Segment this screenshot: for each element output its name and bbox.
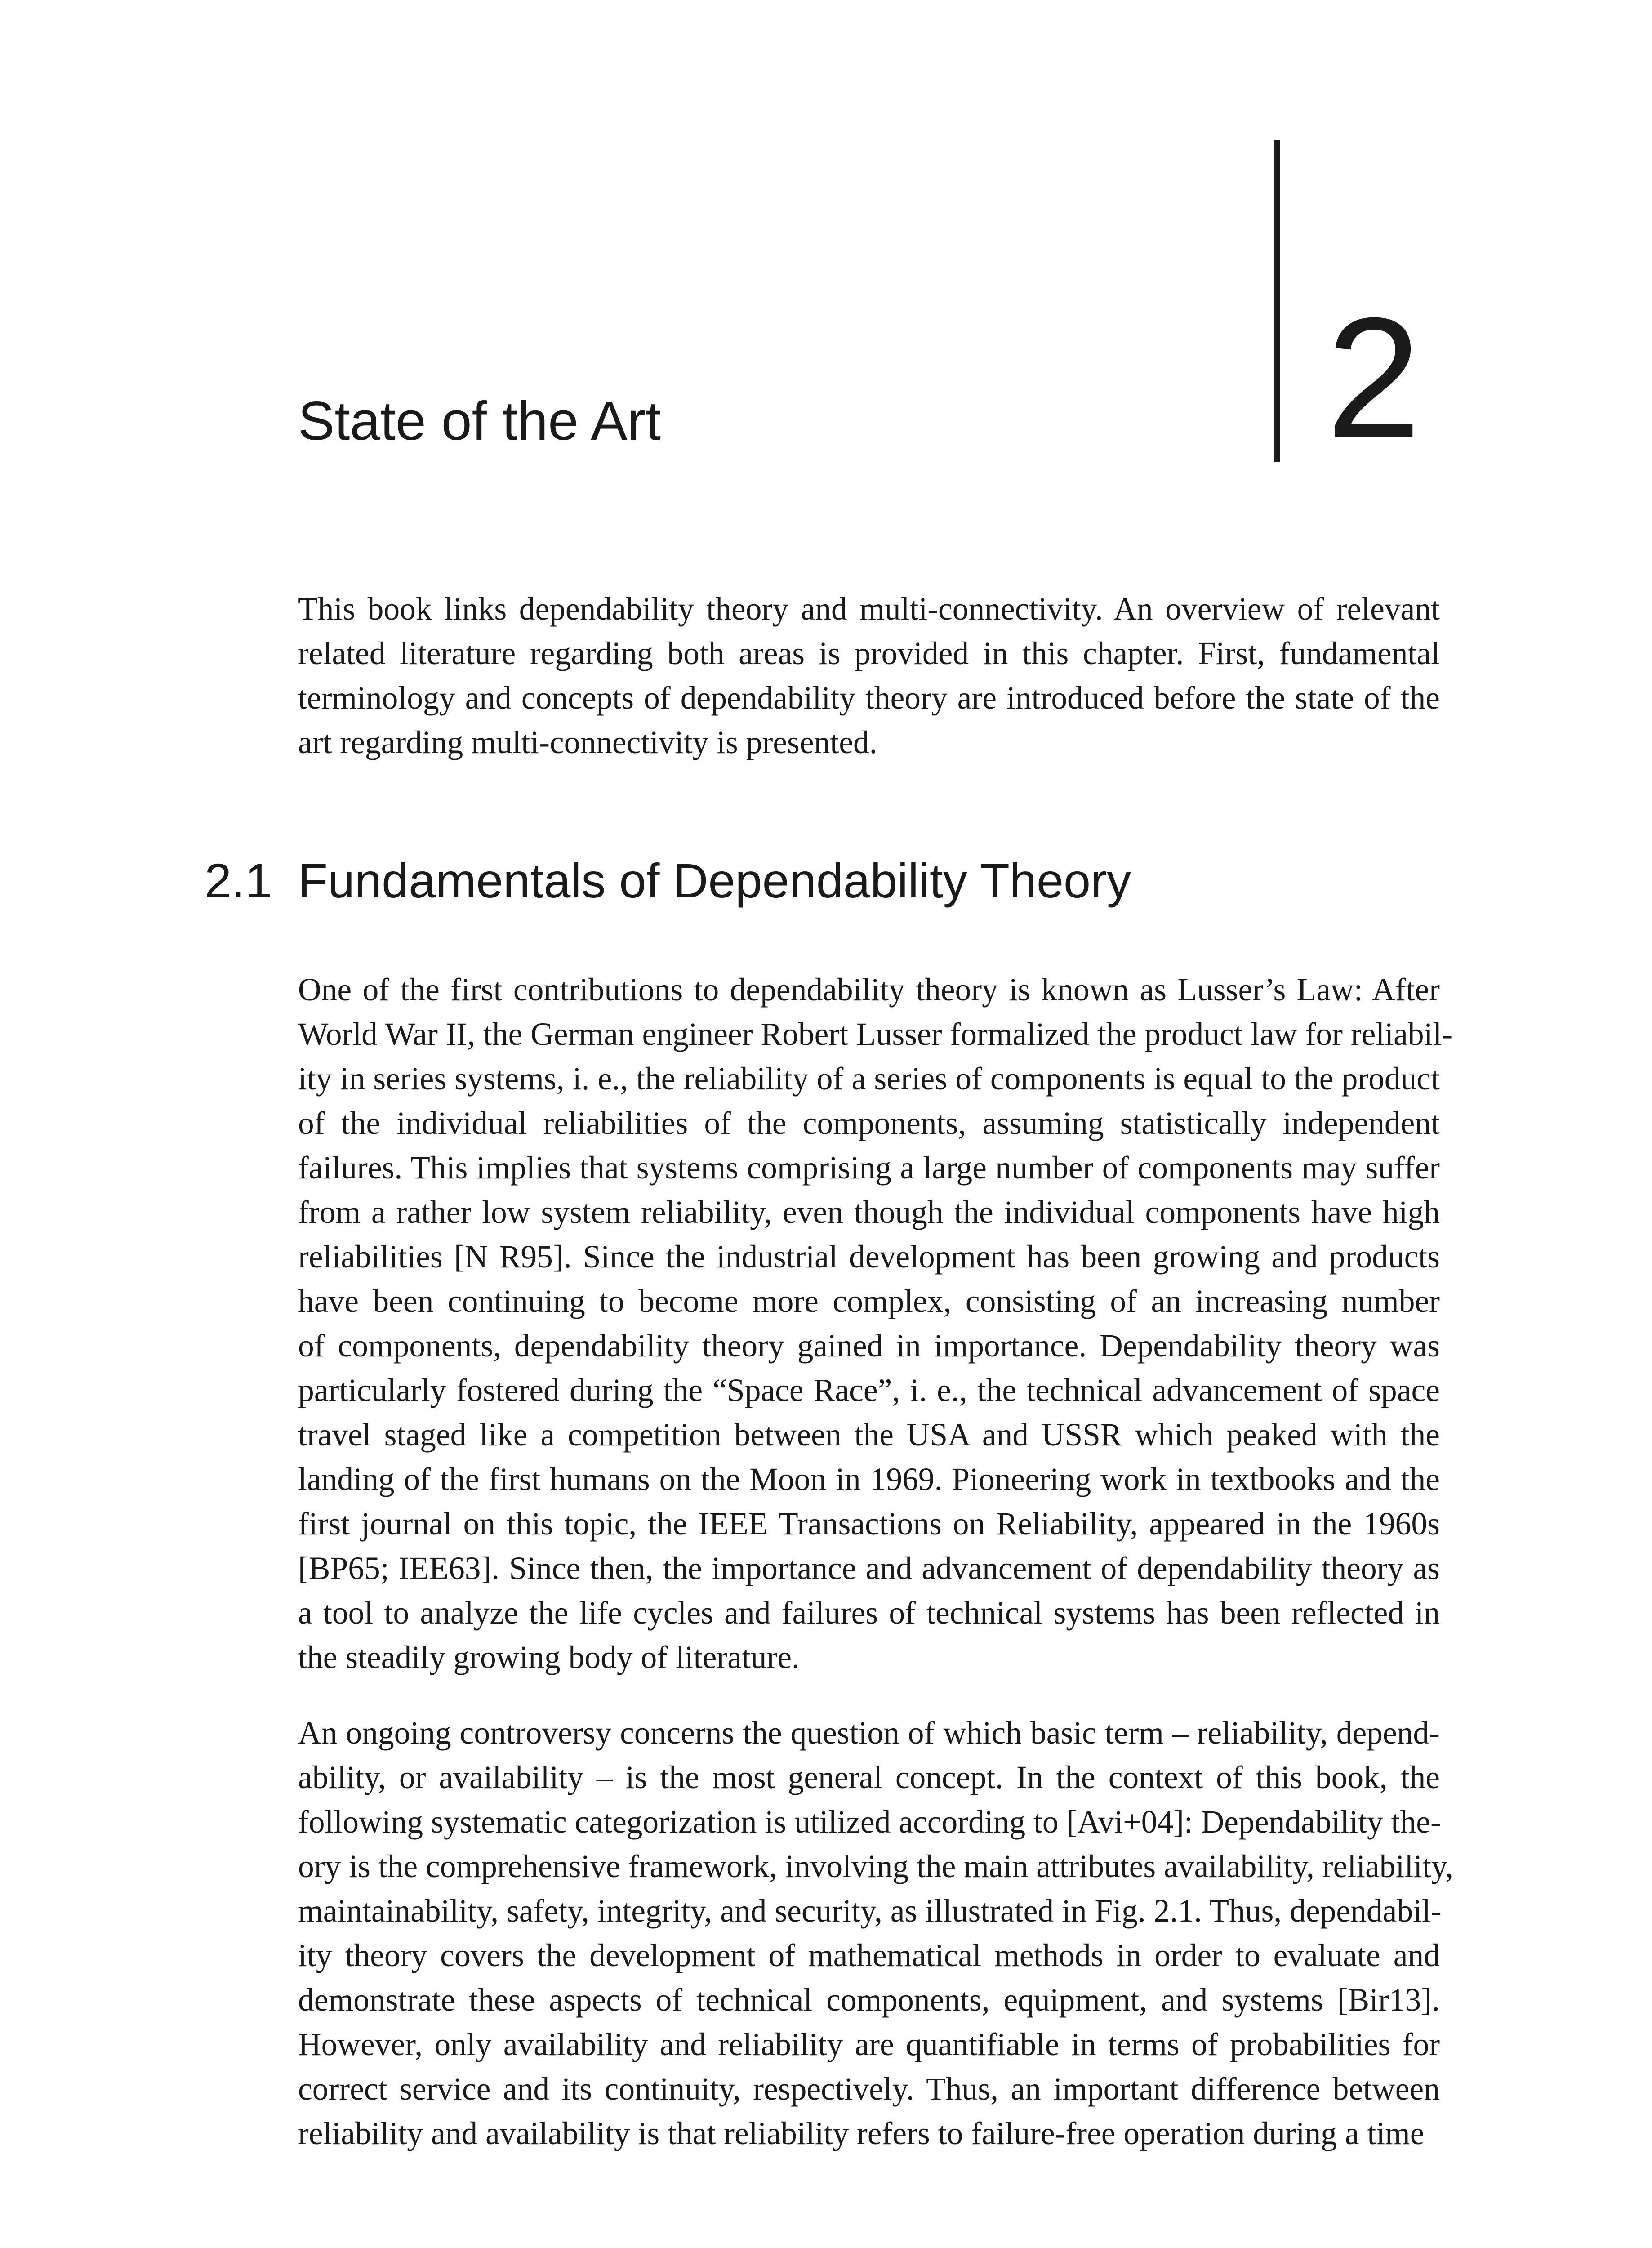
text-line: One of the first contributions to dependability theory is known as Lusser’s Law: After: [298, 972, 1440, 1008]
text-line: travel staged like a competition between the USA and USSR which peaked with the: [298, 1417, 1440, 1453]
body-paragraph-1: [298, 968, 1453, 1680]
section-number: 2.1: [205, 853, 272, 908]
text-line: failures. This implies that systems comprising a large number of components may suffer: [298, 1150, 1440, 1186]
text-line: This book links dependability theory and multi-connectivity. An overview of relevant: [298, 591, 1440, 627]
text-line: ity in series systems, i. e., the reliability of a series of components is equal to the product: [298, 1061, 1440, 1097]
text-line: particularly fostered during the “Space Race”, i. e., the technical advancement of space: [298, 1373, 1440, 1408]
text-line: ory is the comprehensive framework, involving the main attributes availability, reliability,: [298, 1849, 1453, 1884]
intro-paragraph: [298, 587, 1440, 765]
chapter-title: State of the Art: [298, 390, 661, 451]
text-line: maintainability, safety, integrity, and security, as illustrated in Fig. 2.1. Thus, dependabil-: [298, 1893, 1442, 1929]
text-line: art regarding multi-connectivity is presented.: [298, 725, 877, 760]
text-line: of components, dependability theory gained in importance. Dependability theory was: [298, 1328, 1440, 1364]
text-line: World War II, the German engineer Robert Lusser formalized the product law for reliabil-: [298, 1017, 1453, 1052]
text-line: ity theory covers the development of mathematical methods in order to evaluate and: [298, 1938, 1440, 1973]
section-heading: [205, 853, 1131, 908]
text-line: [BP65; IEE63]. Since then, the importance and advancement of dependability theory as: [298, 1551, 1440, 1586]
text-line: reliabilities [N R95]. Since the industrial development has been growing and products: [298, 1239, 1440, 1275]
text-line: have been continuing to become more complex, consisting of an increasing number: [298, 1284, 1440, 1319]
text-line: reliability and availability is that reliability refers to failure-free operation during a time: [298, 2116, 1425, 2151]
text-line: the steadily growing body of literature.: [298, 1640, 800, 1675]
text-line: related literature regarding both areas is provided in this chapter. First, fundamental: [298, 636, 1440, 671]
text-line: However, only availability and reliability are quantifiable in terms of probabilities for: [298, 2027, 1440, 2062]
text-line: correct service and its continuity, respectively. Thus, an important difference between: [298, 2071, 1440, 2107]
text-line: ability, or availability – is the most general concept. In the context of this book, the: [298, 1760, 1440, 1795]
body-paragraph-2: [298, 1711, 1453, 2156]
section-title: Fundamentals of Dependability Theory: [298, 853, 1131, 908]
text-line: of the individual reliabilities of the components, assuming statistically independent: [298, 1106, 1440, 1141]
text-line: from a rather low system reliability, even though the individual components have high: [298, 1195, 1440, 1230]
text-line: a tool to analyze the life cycles and failures of technical systems has been reflected in: [298, 1595, 1440, 1631]
chapter-rule: [1274, 140, 1280, 462]
text-line: following systematic categorization is utilized according to [Avi+04]: Dependability the-: [298, 1804, 1441, 1840]
text-line: first journal on this topic, the IEEE Transactions on Reliability, appeared in the 1960s: [298, 1506, 1440, 1542]
text-line: demonstrate these aspects of technical components, equipment, and systems [Bir13].: [298, 1982, 1440, 2018]
text-line: landing of the first humans on the Moon in 1969. Pioneering work in textbooks and the: [298, 1462, 1440, 1497]
text-line: terminology and concepts of dependability theory are introduced before the state of the: [298, 680, 1440, 716]
chapter-number: 2: [1326, 282, 1421, 473]
text-line: An ongoing controversy concerns the question of which basic term – reliability, depend-: [298, 1715, 1440, 1751]
